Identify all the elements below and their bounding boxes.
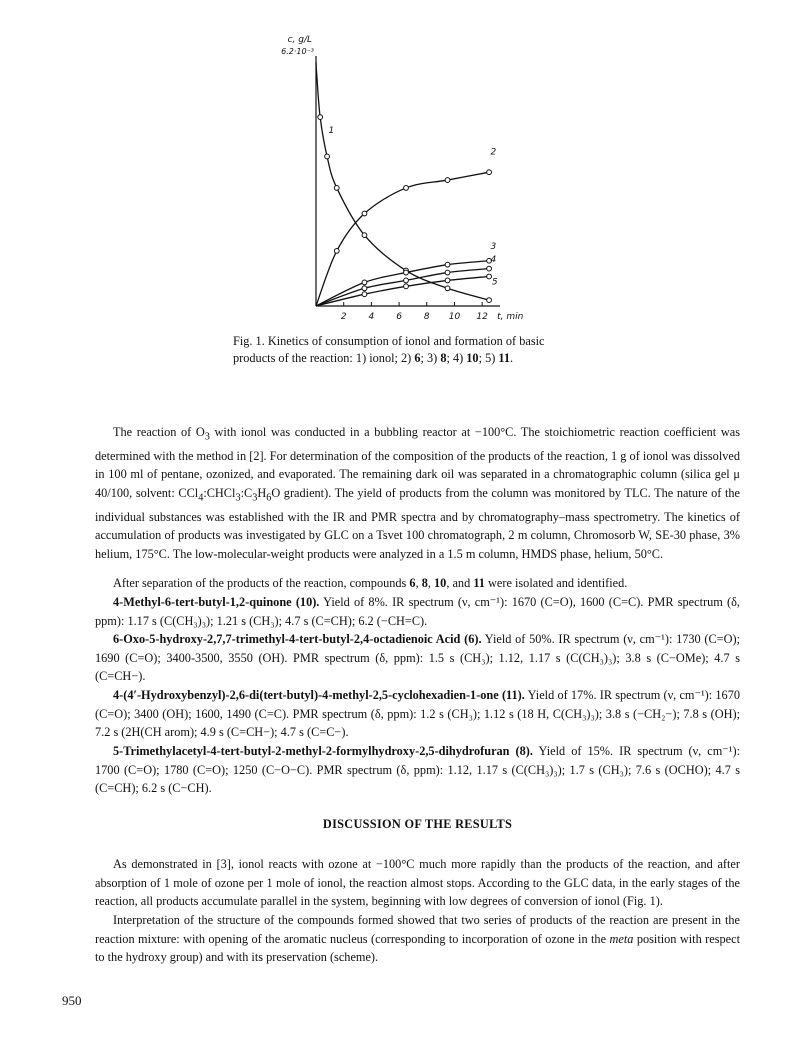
data-point-1 [445, 286, 450, 291]
paragraph-compound-8 [95, 742, 740, 798]
caption-compound: 8 [440, 351, 447, 365]
text-run: with ionol was conducted in a bubbling reactor at −100°C. The stoichiometric reaction coefficient was determined with the method in [2]. For determination of the composition of the products of the reaction, 1 g of ionol was dissolved in 100 ml of pentane, ozonized, and evaporated. The remaining dark oil was separated in a chromatographic column (silica gel μ 40/100, solvent: CCl [95, 425, 740, 500]
data-point-5 [404, 284, 409, 289]
compound-data: Yield of 15%. IR spectrum (ν, cm⁻¹): 1700 (C=O); 1780 (C=O); 1250 (C−O−C). PMR spectrum (δ, ppm): 1.12, 1.17 s (C(CH₃)₃); 1.7 s (CH₃); 7.6 s (OCHO); 4.7 s (C=CH); 6.2 s (C−CH). [95, 744, 740, 795]
text-run: were isolated and identified. [484, 576, 628, 590]
italic-term: meta [609, 931, 634, 946]
data-point-3 [404, 270, 409, 275]
curve-label-4: 4 [490, 254, 497, 265]
series-line-1 [316, 62, 489, 300]
x-tick-label: 10 [448, 312, 461, 322]
caption-compound: 11 [498, 351, 511, 365]
data-point-5 [445, 278, 450, 283]
caption-text: ; 5) [478, 351, 499, 365]
caption-text: Fig. 1. Kinetics of consumption of ionol and formation of basic products of the reaction: 1) ionol; 2) [233, 334, 545, 365]
text-run: , and [446, 576, 474, 590]
text-run: After separation of the products of the reaction, compounds [113, 576, 410, 590]
data-point-5 [487, 274, 492, 279]
x-tick-label: 8 [423, 312, 430, 322]
compound-title: 4-(4′-Hydroxybenzyl)-2,6-di(tert-butyl)-4-methyl-2,5-cyclohexadien-1-one (11). [113, 688, 525, 702]
data-point-3 [362, 280, 367, 285]
data-point-5 [362, 292, 367, 297]
data-point-4 [362, 286, 367, 291]
text-run: O gradient). The yield of products from the column was monitored by TLC. The nature of the individual substances was established with the IR and PMR spectra and by chromatography–mass spectrometry. The kinetics of accumulation of products was investigated by GLC on a Tsvet 100 chromatograph, 2 m column, Chromosorb W, SE-30 phase, 3% helium, 175°C. The low-molecular-weight products were analyzed in a 1.5 m column, HMDS phase, helium, 50°C. [95, 485, 741, 561]
y-max-label: 6.2·10⁻³ [281, 47, 314, 56]
paragraph-separation [95, 574, 740, 593]
curve-label-5: 5 [491, 277, 498, 288]
text-run: Interpretation of the structure of the compounds formed showed that two series of products of the reaction are present in the reaction mixture: with opening of the aromatic nucleus (corresponding to incorporation of ozone in the [95, 913, 740, 946]
kinetics-chart [262, 35, 524, 330]
paragraph-interpretation [95, 911, 740, 967]
text-run: :C [240, 485, 253, 500]
paragraph-compound-6 [95, 630, 740, 686]
compound-data: Yield of 50%. IR spectrum (ν, cm⁻¹): 1730 (C=O); 1690 (C=O); 3400-3500, 3550 (OH). PMR spectrum (δ, ppm): 1.5 s (CH₃); 1.12, 1.17 s (C(CH₃)₃); 3.8 s (C−OMe); 4.7 s (C=CH−). [95, 632, 740, 683]
paragraph-methods [95, 423, 740, 563]
data-point-2 [445, 178, 450, 183]
x-tick-label: 12 [476, 312, 488, 322]
x-axis-label: t, min [497, 312, 524, 322]
curve-label-1: 1 [328, 125, 335, 136]
caption-text: . [510, 351, 514, 365]
subscript: 3 [204, 431, 210, 443]
compound-number: 6 [409, 576, 416, 590]
caption-text: ; 4) [446, 351, 467, 365]
y-axis-label: c, g/L [287, 35, 312, 45]
data-point-2 [404, 186, 409, 191]
kinetics-figure [262, 35, 524, 330]
paragraph-compound-10 [95, 593, 740, 630]
curve-label-2: 2 [490, 147, 497, 158]
figure-caption [233, 333, 583, 367]
compound-title: 6-Oxo-5-hydroxy-2,7,7-trimethyl-4-tert-butyl-2,4-octadienoic Acid (6). [113, 632, 482, 646]
compound-title: 4-Methyl-6-tert-butyl-1,2-quinone (10). [113, 595, 320, 609]
compound-title: 5-Trimethylacetyl-4-tert-butyl-2-methyl-2-formylhydroxy-2,5-dihydrofuran (8). [113, 744, 533, 758]
series-line-2 [316, 172, 489, 306]
data-point-4 [404, 278, 409, 283]
x-tick-label: 6 [396, 312, 402, 322]
subscript: 3 [252, 492, 258, 504]
caption-compound: 10 [466, 351, 479, 365]
data-point-4 [445, 270, 450, 275]
data-point-2 [334, 249, 339, 254]
compound-number: 10 [434, 576, 447, 590]
data-point-1 [318, 115, 323, 120]
compound-number: 11 [473, 576, 485, 590]
text-run: , [415, 576, 422, 590]
paragraph-discussion: As demonstrated in [3], ionol reacts with ozone at −100°C much more rapidly than the products of the reaction, and after absorption of 1 mole of ozone per 1 mole of ionol, the reaction almost stops. According to the GLC data, in the early stages of the reaction, all products accumulate parallel in the system, beginning with low degrees of conversion of ionol (Fig. 1). [95, 857, 740, 908]
data-point-1 [334, 186, 339, 191]
data-point-3 [445, 262, 450, 267]
caption-compound: 6 [414, 351, 421, 365]
compound-number: 8 [421, 576, 428, 590]
x-tick-label: 4 [368, 312, 375, 322]
text-run: H [257, 485, 267, 500]
data-point-1 [325, 154, 330, 159]
compound-data: Yield of 17%. IR spectrum (ν, cm⁻¹): 1670 (C=O); 3400 (OH); 1600, 1490 (C=C). PMR spectrum (δ, ppm): 1.2 s (CH₃); 1.12 s (18 H, C(CH₃)₃); 3.8 s (−CH₂−); 7.8 s (OH); 7.2 s (2H(CH arom); 4.9 s (C=CH−); 4.7 s (C=C−). [95, 688, 740, 739]
compound-data: Yield of 8%. IR spectrum (ν, cm⁻¹): 1670 (C=O), 1600 (C=C). PMR spectrum (δ, ppm): 1.17 s (C(CH₃)₃); 1.21 s (CH₃); 4.7 s (C=CH); 6.2 (−CH=C). [95, 595, 740, 628]
x-tick-label: 2 [340, 312, 347, 322]
subscript: 6 [266, 492, 272, 504]
text-run: The reaction of O [113, 425, 205, 439]
section-heading: DISCUSSION OF THE RESULTS [322, 817, 513, 831]
data-point-1 [487, 298, 492, 303]
caption-text: ; 3) [420, 351, 441, 365]
subscript: 3 [235, 492, 241, 504]
data-point-2 [362, 211, 367, 216]
paragraph-compound-11 [95, 686, 740, 742]
subscript: 4 [198, 492, 204, 504]
text-run: , [427, 576, 435, 590]
page-number: 950 [62, 993, 82, 1008]
curve-label-3: 3 [490, 241, 497, 252]
text-run: :CHCl [203, 485, 236, 500]
text-run: position with respect to the hydroxy group) and with its preservation (scheme). [95, 931, 740, 964]
data-point-2 [487, 170, 492, 175]
data-point-4 [487, 266, 492, 271]
data-point-1 [362, 233, 367, 238]
